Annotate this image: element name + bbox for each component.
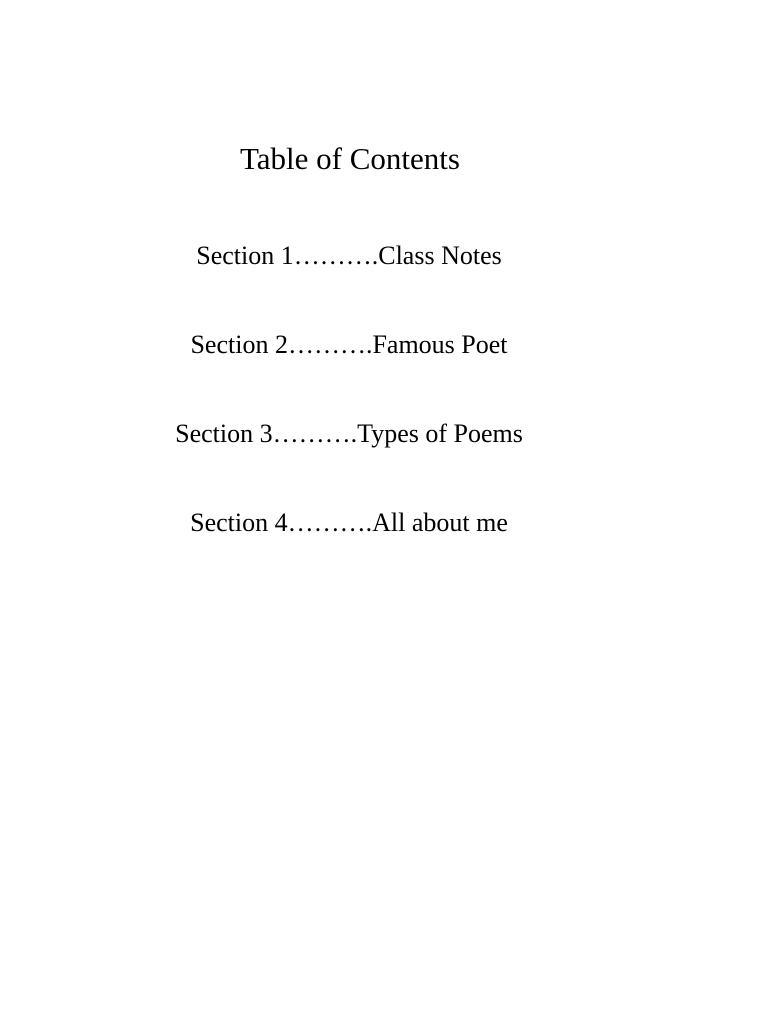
- page-title: Table of Contents: [240, 141, 460, 176]
- toc-entry-section-3: Section 3……….Types of Poems: [175, 419, 523, 448]
- toc-entry-section-1: Section 1……….Class Notes: [196, 241, 502, 270]
- toc-entry-section-4: Section 4……….All about me: [190, 508, 508, 537]
- toc-entry-section-2: Section 2……….Famous Poet: [190, 330, 508, 359]
- table-of-contents-list: [0, 238, 698, 594]
